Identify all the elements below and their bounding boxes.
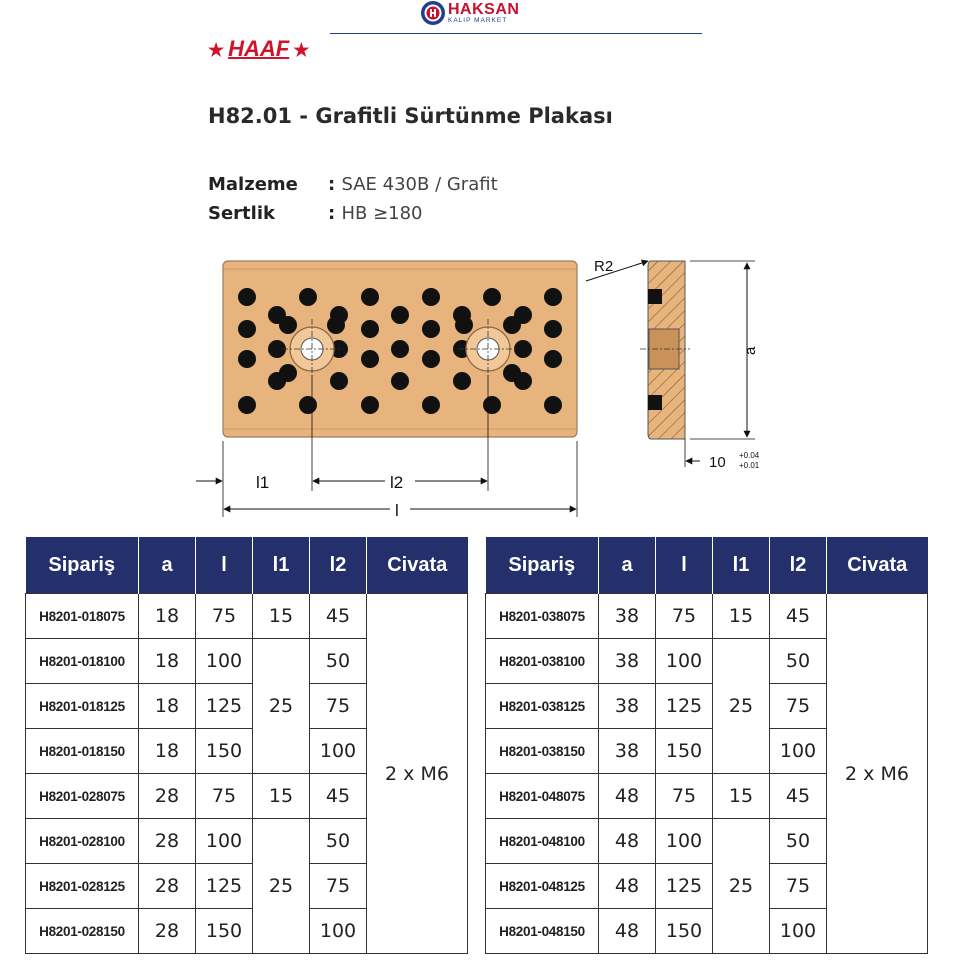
header-l1: l1 [713, 537, 770, 594]
dimension-l1-label: l1 [256, 473, 270, 492]
graphite-plug [422, 288, 440, 306]
order-code: H8201-018125 [26, 684, 139, 729]
page-title: H82.01 - Grafitli Sürtünme Plakası [208, 104, 613, 128]
header-a: a [139, 537, 196, 594]
cell-l2: 50 [770, 639, 827, 684]
spec-row-material: Malzeme : SAE 430B / Grafit [208, 174, 498, 195]
cell-a: 48 [599, 774, 656, 819]
spec-label: Sertlik [208, 203, 275, 224]
cell-l2: 50 [310, 639, 367, 684]
cell-a: 28 [139, 819, 196, 864]
graphite-plug [299, 288, 317, 306]
cell-l: 125 [196, 684, 253, 729]
graphite-plug [327, 316, 345, 334]
cell-l: 75 [656, 774, 713, 819]
graphite-plug [361, 396, 379, 414]
graphite-plug [391, 340, 409, 358]
graphite-plug [279, 364, 297, 382]
gear-icon [420, 0, 446, 26]
radius-label: R2 [594, 258, 614, 275]
cell-bolt: 2 x M6 [827, 594, 928, 954]
cell-l2: 45 [770, 774, 827, 819]
header-divider [330, 33, 702, 34]
header-l1: l1 [253, 537, 310, 594]
header-bolt: Civata [367, 537, 468, 594]
spec-row-hardness: Sertlik : HB ≥180 [208, 203, 423, 224]
plate-front-view [223, 261, 577, 437]
cell-a: 18 [139, 684, 196, 729]
graphite-plug [544, 320, 562, 338]
cell-l1: 15 [253, 774, 310, 819]
tolerance-lower: +0.01 [739, 461, 760, 470]
cell-a: 18 [139, 729, 196, 774]
graphite-plug [299, 396, 317, 414]
cell-a: 38 [599, 639, 656, 684]
graphite-plug [361, 350, 379, 368]
haksan-logo [420, 0, 519, 26]
cell-l: 125 [656, 864, 713, 909]
order-code: H8201-018075 [26, 594, 139, 639]
header-order-code: Sipariş [486, 537, 599, 594]
graphite-plug [483, 396, 501, 414]
order-code: H8201-028125 [26, 864, 139, 909]
cell-l1: 25 [253, 639, 310, 774]
cell-l2: 50 [310, 819, 367, 864]
cell-a: 38 [599, 684, 656, 729]
cell-l2: 100 [310, 909, 367, 954]
cell-l2: 75 [310, 864, 367, 909]
graphite-plug [422, 350, 440, 368]
cell-l2: 50 [770, 819, 827, 864]
header-l2: l2 [310, 537, 367, 594]
cell-l: 100 [196, 639, 253, 684]
graphite-plug [238, 396, 256, 414]
graphite-plug [422, 320, 440, 338]
brand-name: HAKSAN [448, 0, 520, 18]
order-code: H8201-038100 [486, 639, 599, 684]
graphite-plug [544, 288, 562, 306]
plate-side-section [586, 258, 760, 471]
cell-l2: 75 [770, 684, 827, 729]
graphite-plug [238, 350, 256, 368]
cell-a: 18 [139, 594, 196, 639]
dimension-a-label: a [742, 346, 759, 355]
cell-a: 38 [599, 729, 656, 774]
order-code: H8201-038075 [486, 594, 599, 639]
cell-l: 75 [196, 774, 253, 819]
header-l2: l2 [770, 537, 827, 594]
product-table-left [25, 537, 468, 954]
cell-l1: 15 [253, 594, 310, 639]
cell-l: 125 [656, 684, 713, 729]
table-row [486, 594, 928, 639]
order-code: H8201-048075 [486, 774, 599, 819]
cell-l2: 100 [770, 729, 827, 774]
cell-l2: 45 [310, 774, 367, 819]
cell-l1: 15 [713, 774, 770, 819]
cell-l2: 45 [310, 594, 367, 639]
graphite-plug [391, 306, 409, 324]
graphite-plug [455, 316, 473, 334]
graphite-plug [483, 288, 501, 306]
cell-l1: 25 [713, 639, 770, 774]
graphite-plug [544, 396, 562, 414]
order-code: H8201-018150 [26, 729, 139, 774]
cell-l: 100 [656, 639, 713, 684]
graphite-plug [544, 350, 562, 368]
graphite-plug [503, 364, 521, 382]
cell-l2: 75 [770, 864, 827, 909]
cell-a: 18 [139, 639, 196, 684]
spec-value: SAE 430B / Grafit [341, 174, 498, 195]
order-code: H8201-028150 [26, 909, 139, 954]
tolerance-upper: +0.04 [739, 451, 760, 460]
star-icon: ★ [208, 40, 225, 60]
order-code: H8201-028100 [26, 819, 139, 864]
table-header [26, 537, 468, 594]
cell-a: 48 [599, 909, 656, 954]
cell-l2: 100 [770, 909, 827, 954]
header-l: l [196, 537, 253, 594]
product-table-right [485, 537, 928, 954]
graphite-plug [238, 288, 256, 306]
graphite-plug [330, 372, 348, 390]
graphite-plug [279, 316, 297, 334]
spec-value: HB ≥180 [341, 203, 423, 224]
cell-a: 38 [599, 594, 656, 639]
star-icon: ★ [293, 40, 310, 60]
cell-bolt: 2 x M6 [367, 594, 468, 954]
thickness-label: 10 [709, 454, 726, 471]
cell-l1: 25 [713, 819, 770, 954]
cell-l: 75 [656, 594, 713, 639]
cell-l2: 45 [770, 594, 827, 639]
technical-drawing [190, 245, 790, 525]
graphite-plug [361, 320, 379, 338]
table-row [26, 594, 468, 639]
cell-l1: 15 [713, 594, 770, 639]
order-code: H8201-048150 [486, 909, 599, 954]
header-bolt: Civata [827, 537, 928, 594]
cell-a: 48 [599, 819, 656, 864]
order-code: H8201-018100 [26, 639, 139, 684]
header-a: a [599, 537, 656, 594]
cell-l: 75 [196, 594, 253, 639]
header-order-code: Sipariş [26, 537, 139, 594]
table-header [486, 537, 928, 594]
order-code: H8201-048100 [486, 819, 599, 864]
spec-label: Malzeme [208, 174, 298, 195]
order-code: H8201-048125 [486, 864, 599, 909]
dimension-l-label: l [395, 501, 399, 520]
cell-a: 28 [139, 909, 196, 954]
graphite-plug [238, 320, 256, 338]
cell-l: 100 [656, 819, 713, 864]
cell-l2: 100 [310, 729, 367, 774]
graphite-plug [514, 340, 532, 358]
dimension-l2-label: l2 [390, 473, 404, 492]
cell-a: 48 [599, 864, 656, 909]
haaf-logo-text: HAAF [228, 36, 290, 61]
cell-a: 28 [139, 864, 196, 909]
header-l: l [656, 537, 713, 594]
cell-l: 150 [656, 729, 713, 774]
graphite-plug [503, 316, 521, 334]
graphite-plug [361, 288, 379, 306]
graphite-plug [422, 396, 440, 414]
haaf-logo [208, 36, 309, 62]
order-code: H8201-038125 [486, 684, 599, 729]
cell-l: 150 [196, 909, 253, 954]
cell-l: 150 [656, 909, 713, 954]
graphite-plug [391, 372, 409, 390]
order-code: H8201-038150 [486, 729, 599, 774]
cell-l: 125 [196, 864, 253, 909]
brand-subtitle: KALIP MARKET [448, 16, 508, 24]
cell-l: 150 [196, 729, 253, 774]
order-code: H8201-028075 [26, 774, 139, 819]
cell-l2: 75 [310, 684, 367, 729]
cell-a: 28 [139, 774, 196, 819]
cell-l: 100 [196, 819, 253, 864]
cell-l1: 25 [253, 819, 310, 954]
graphite-plug [453, 372, 471, 390]
